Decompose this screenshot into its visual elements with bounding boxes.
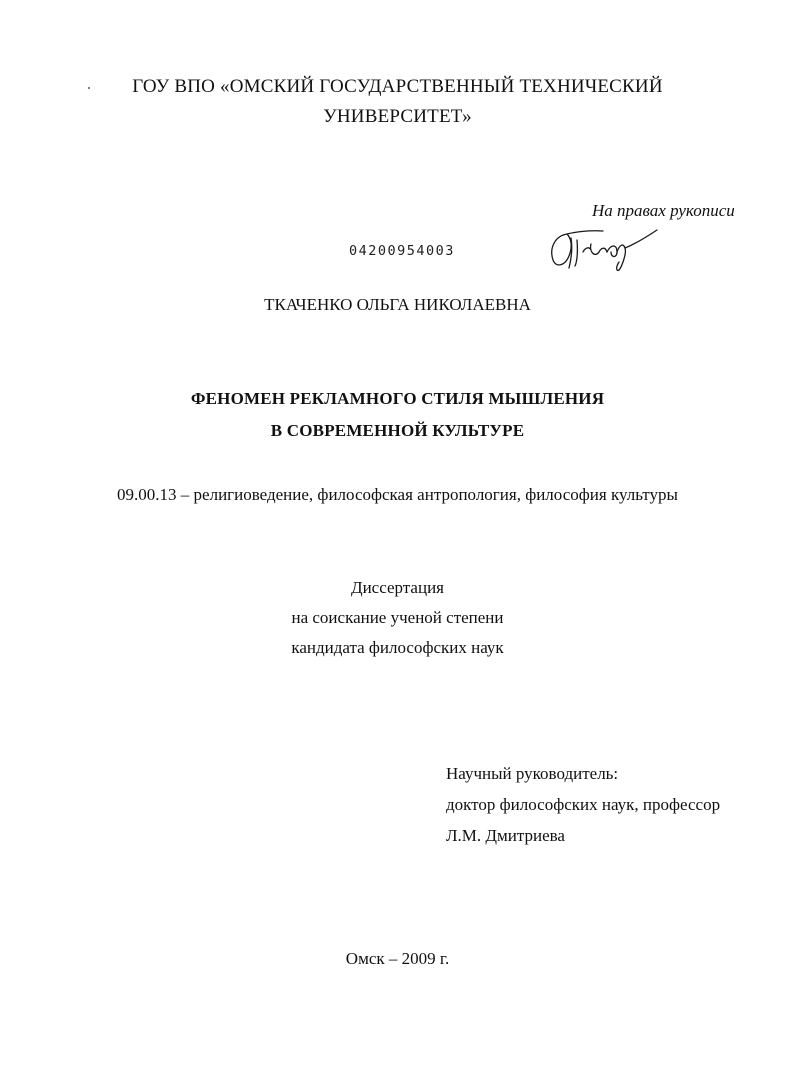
place-and-year: Омск – 2009 г.	[345, 949, 450, 968]
dissertation-title-line-1: ФЕНОМЕН РЕКЛАМНОГО СТИЛЯ МЫШЛЕНИЯ	[190, 389, 605, 408]
document-code: 04200954003	[349, 243, 455, 259]
author-name: ТКАЧЕНКО ОЛЬГА НИКОЛАЕВНА	[264, 295, 531, 314]
signature-icon	[545, 222, 665, 274]
specialty-code: 09.00.13 – религиоведение, философская антропология, философия культуры	[117, 485, 678, 504]
supervisor-label: Научный руководитель:	[446, 764, 619, 783]
manuscript-note: На правах рукописи	[592, 201, 735, 220]
supervisor-degree: доктор философских наук, профессор	[446, 795, 721, 814]
institution-line-2: УНИВЕРСИТЕТ»	[323, 106, 472, 127]
dissertation-title-line-2: В СОВРЕМЕННОЙ КУЛЬТУРЕ	[270, 421, 525, 440]
dissertation-label: Диссертация	[350, 578, 444, 597]
degree-line: на соискание ученой степени	[291, 608, 504, 627]
institution-line-1: ГОУ ВПО «ОМСКИЙ ГОСУДАРСТВЕННЫЙ ТЕХНИЧЕСКИЙ	[132, 76, 663, 97]
supervisor-name: Л.М. Дмитриева	[446, 826, 565, 845]
degree-field: кандидата философских наук	[291, 638, 504, 657]
